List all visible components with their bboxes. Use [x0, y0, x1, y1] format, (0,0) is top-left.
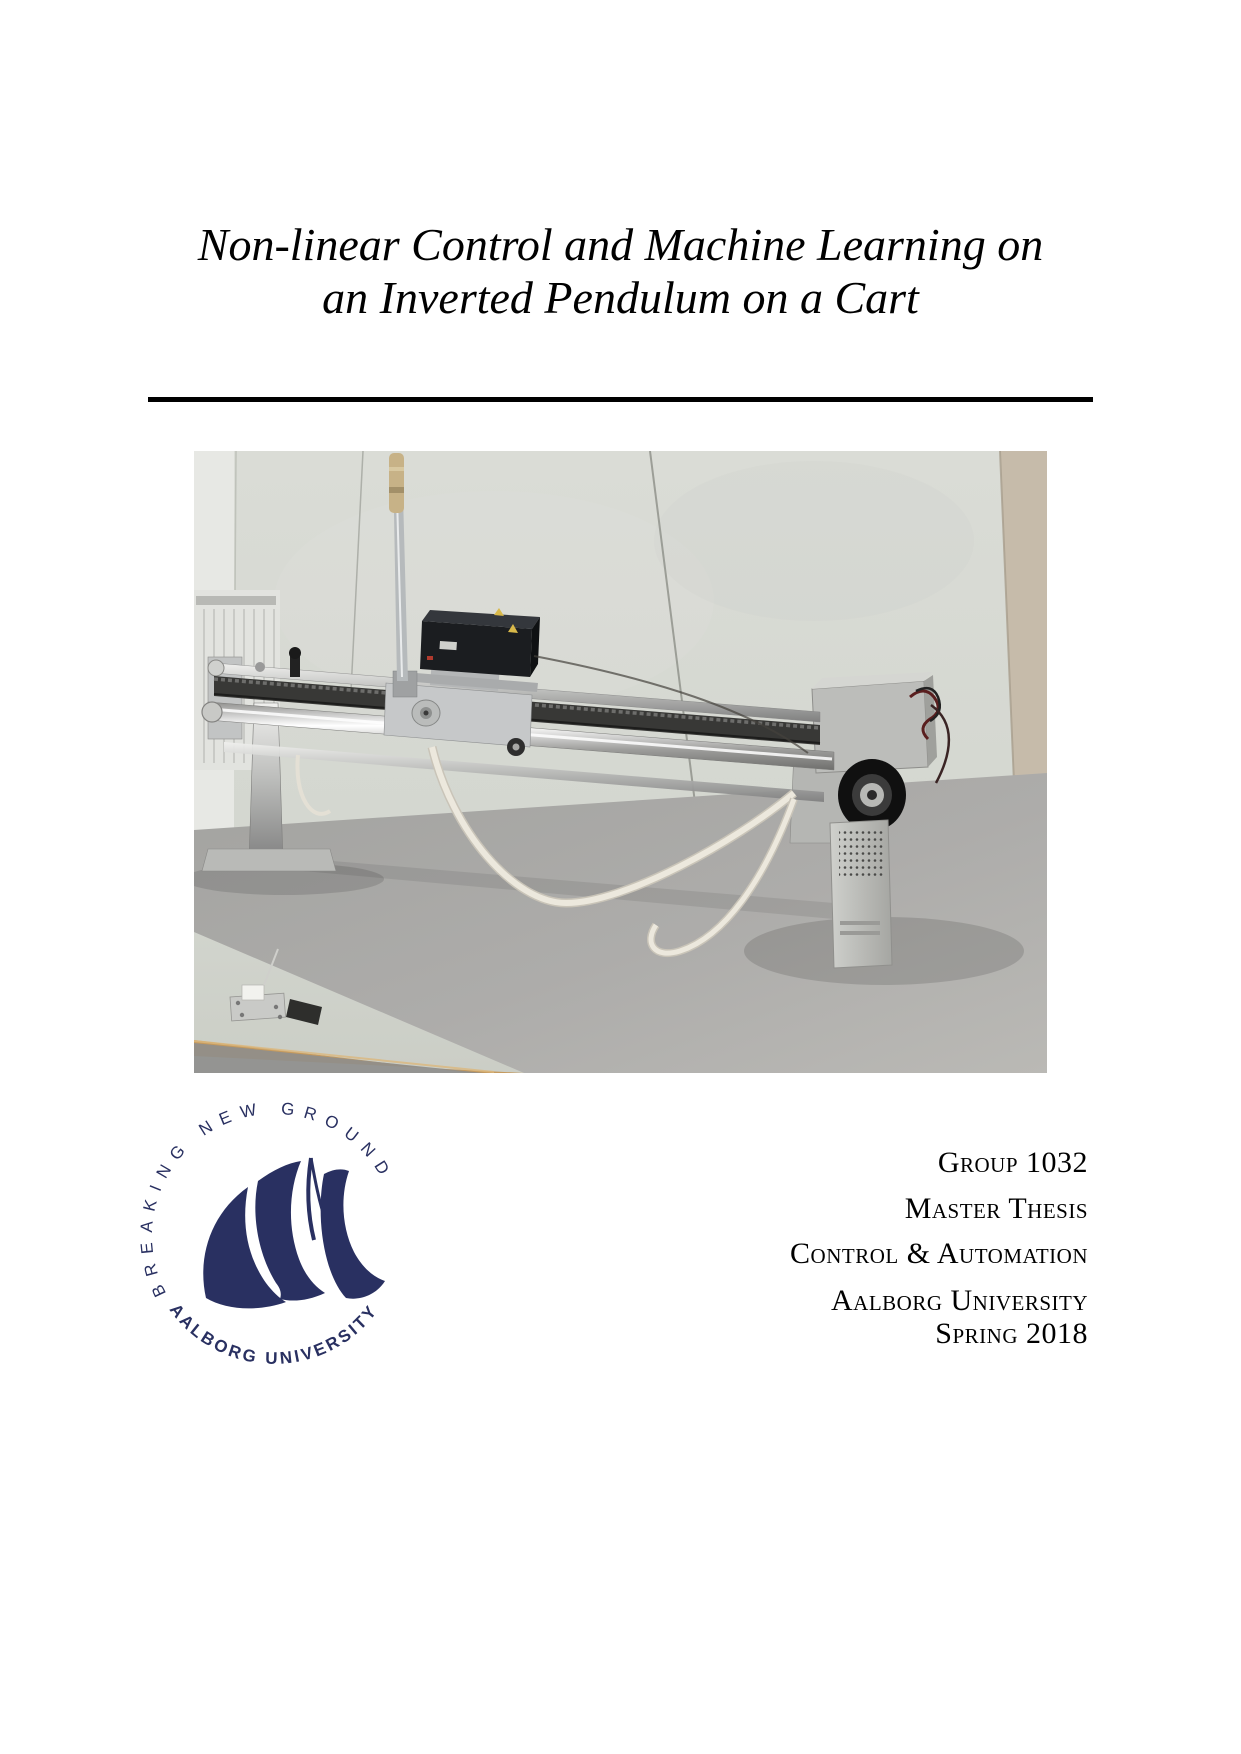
thesis-type: Master Thesis	[904, 1192, 1088, 1225]
study-programme: Control & Automation	[790, 1237, 1088, 1270]
logo-top-arc-text: BREAKING NEW GROUND	[136, 1098, 393, 1300]
title-rule	[148, 397, 1093, 402]
apparatus-photo	[194, 451, 1047, 1073]
svg-text:AALBORG UNIVERSITY	[166, 1300, 381, 1368]
university-name: Aalborg University	[831, 1284, 1088, 1317]
aau-logo-graphic	[134, 1090, 418, 1382]
apparatus-photo-illustration	[194, 451, 1047, 1073]
logo-wave-emblem	[203, 1158, 385, 1308]
page-title	[148, 218, 1093, 324]
title-line-2: an Inverted Pendulum on a Cart	[322, 272, 919, 323]
semester: Spring 2018	[935, 1317, 1088, 1350]
aau-logo	[134, 1090, 418, 1382]
logo-bottom-arc-text: AALBORG UNIVERSITY	[165, 1300, 381, 1369]
title-line-1: Non-linear Control and Machine Learning on	[197, 219, 1044, 270]
project-info-block	[790, 1146, 1088, 1350]
electronics-box	[420, 608, 540, 677]
group-number: Group 1032	[937, 1146, 1088, 1179]
